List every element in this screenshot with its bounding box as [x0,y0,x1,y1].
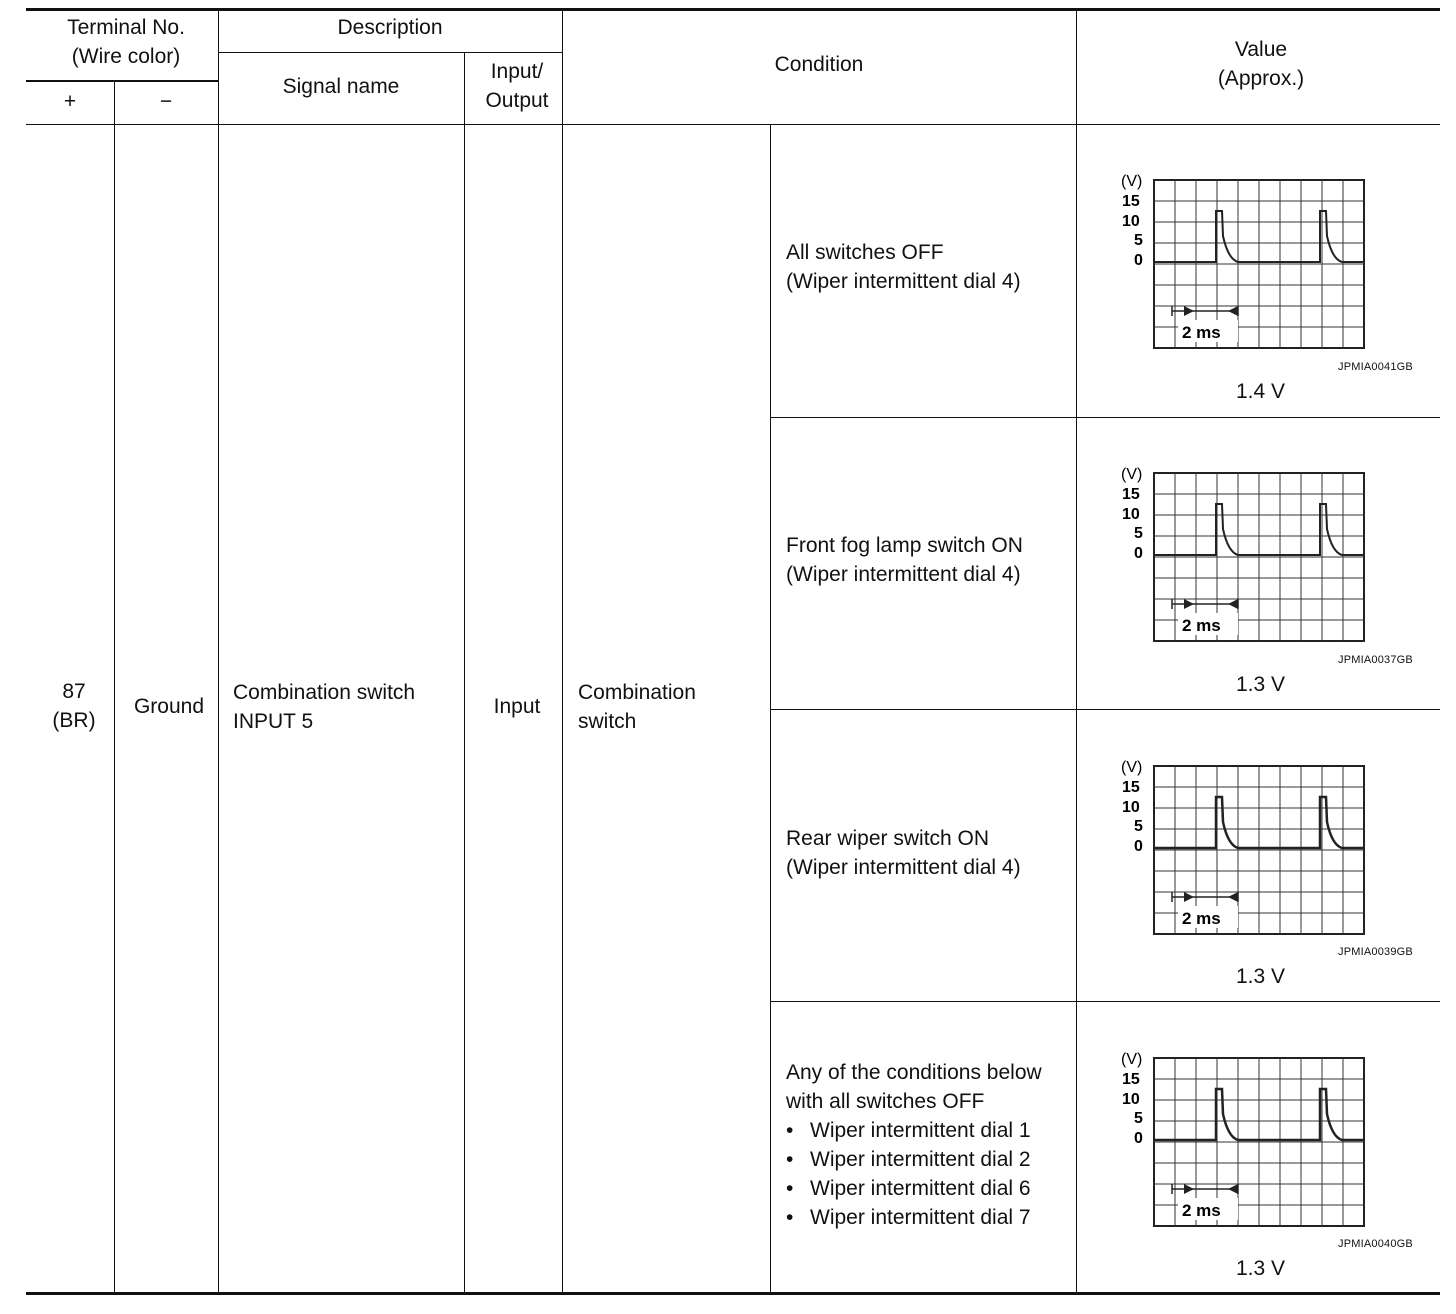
waveform-graph-3 [1118,752,1378,942]
terminal-number: 87 (BR) [52,680,96,732]
y-tick-15: 15 [1122,486,1140,503]
condition-main-cell: Combination switch [578,681,696,733]
subrow-divider-1 [770,417,1440,418]
y-tick-0: 0 [1134,252,1143,269]
header-description: Description [337,16,443,39]
terminal-header-divider [26,80,218,82]
signal-name-cell: Combination switch INPUT 5 [233,681,416,733]
y-tick-10: 10 [1122,1091,1140,1108]
waveform-graph-2 [1118,459,1378,649]
value-1: 1.4 V [1236,380,1286,403]
unit-label: (V) [1121,466,1143,483]
waveform-svg [1118,166,1378,356]
y-tick-5: 5 [1134,818,1143,835]
unit-label: (V) [1121,173,1143,190]
table-top-rule [26,8,1440,11]
image-code-3: JPMIA0039GB [1338,946,1413,958]
y-tick-0: 0 [1134,838,1143,855]
header-terminal-no: Terminal No. (Wire color) [67,16,185,68]
header-plus: + [63,90,77,113]
y-tick-5: 5 [1134,525,1143,542]
time-arrow-head-left [1228,1184,1238,1194]
subrow-divider-3 [770,1001,1440,1002]
subrow-4-condition: Any of the conditions below with all switches OFF • Wiper intermittent dial 1 • Wiper intermittent dial 2 • Wiper intermittent dial 6 • Wiper intermittent dial 7 [786,1058,1042,1232]
time-scale-label: 2 ms [1182,909,1221,928]
unit-label: (V) [1121,759,1143,776]
time-arrow-head-left [1228,892,1238,902]
value-2: 1.3 V [1236,673,1286,696]
subrow-1-condition: All switches OFF (Wiper intermittent dial 4) [786,241,1021,293]
header-signal-name: Signal name [282,75,400,98]
value-3: 1.3 V [1236,965,1286,988]
bullet-item: • Wiper intermittent dial 7 [786,1206,1031,1229]
io-cell: Input [493,695,541,718]
col-divider-signal [464,52,465,1293]
image-code-1: JPMIA0041GB [1338,361,1413,373]
y-tick-10: 10 [1122,213,1140,230]
y-tick-10: 10 [1122,506,1140,523]
bullet-item: • Wiper intermittent dial 1 [786,1119,1031,1142]
table-bottom-rule [26,1292,1440,1295]
time-scale-label: 2 ms [1182,1201,1221,1220]
y-tick-5: 5 [1134,1110,1143,1127]
subrow-2-condition: Front fog lamp switch ON (Wiper intermittent dial 4) [786,534,1023,586]
y-tick-5: 5 [1134,232,1143,249]
col-divider-condition [770,124,771,1293]
y-tick-10: 10 [1122,799,1140,816]
time-scale-label: 2 ms [1182,616,1221,635]
waveform-svg [1118,459,1378,649]
description-header-divider [218,52,562,53]
col-divider-value [1076,10,1077,1293]
y-tick-0: 0 [1134,1130,1143,1147]
header-value: Value (Approx.) [1217,38,1305,90]
y-tick-0: 0 [1134,545,1143,562]
y-tick-15: 15 [1122,1071,1140,1088]
bullet-item: • Wiper intermittent dial 6 [786,1177,1031,1200]
unit-label: (V) [1121,1051,1143,1068]
image-code-4: JPMIA0040GB [1338,1238,1413,1250]
header-bottom-rule [26,124,1440,125]
header-input-output: Input/ Output [485,60,549,112]
waveform-graph-4 [1118,1044,1378,1234]
time-arrow-head-right [1184,1184,1194,1194]
time-arrow-head-right [1184,599,1194,609]
time-arrow-head-left [1228,599,1238,609]
col-divider-terminal [218,10,219,1293]
header-condition: Condition [774,53,864,76]
time-arrow-head-right [1184,892,1194,902]
time-arrow-head-right [1184,306,1194,316]
waveform-svg [1118,752,1378,942]
header-minus: − [159,90,173,113]
bullet-item: • Wiper intermittent dial 2 [786,1148,1031,1171]
time-scale-label: 2 ms [1182,323,1221,342]
ground-cell: Ground [133,695,205,718]
image-code-2: JPMIA0037GB [1338,654,1413,666]
y-tick-15: 15 [1122,193,1140,210]
y-tick-15: 15 [1122,779,1140,796]
value-4: 1.3 V [1236,1257,1286,1280]
col-divider-io [562,10,563,1293]
waveform-graph-1 [1118,166,1378,356]
subrow-3-condition: Rear wiper switch ON (Wiper intermittent dial 4) [786,827,1021,879]
subrow-divider-2 [770,709,1440,710]
waveform-svg [1118,1044,1378,1234]
time-arrow-head-left [1228,306,1238,316]
